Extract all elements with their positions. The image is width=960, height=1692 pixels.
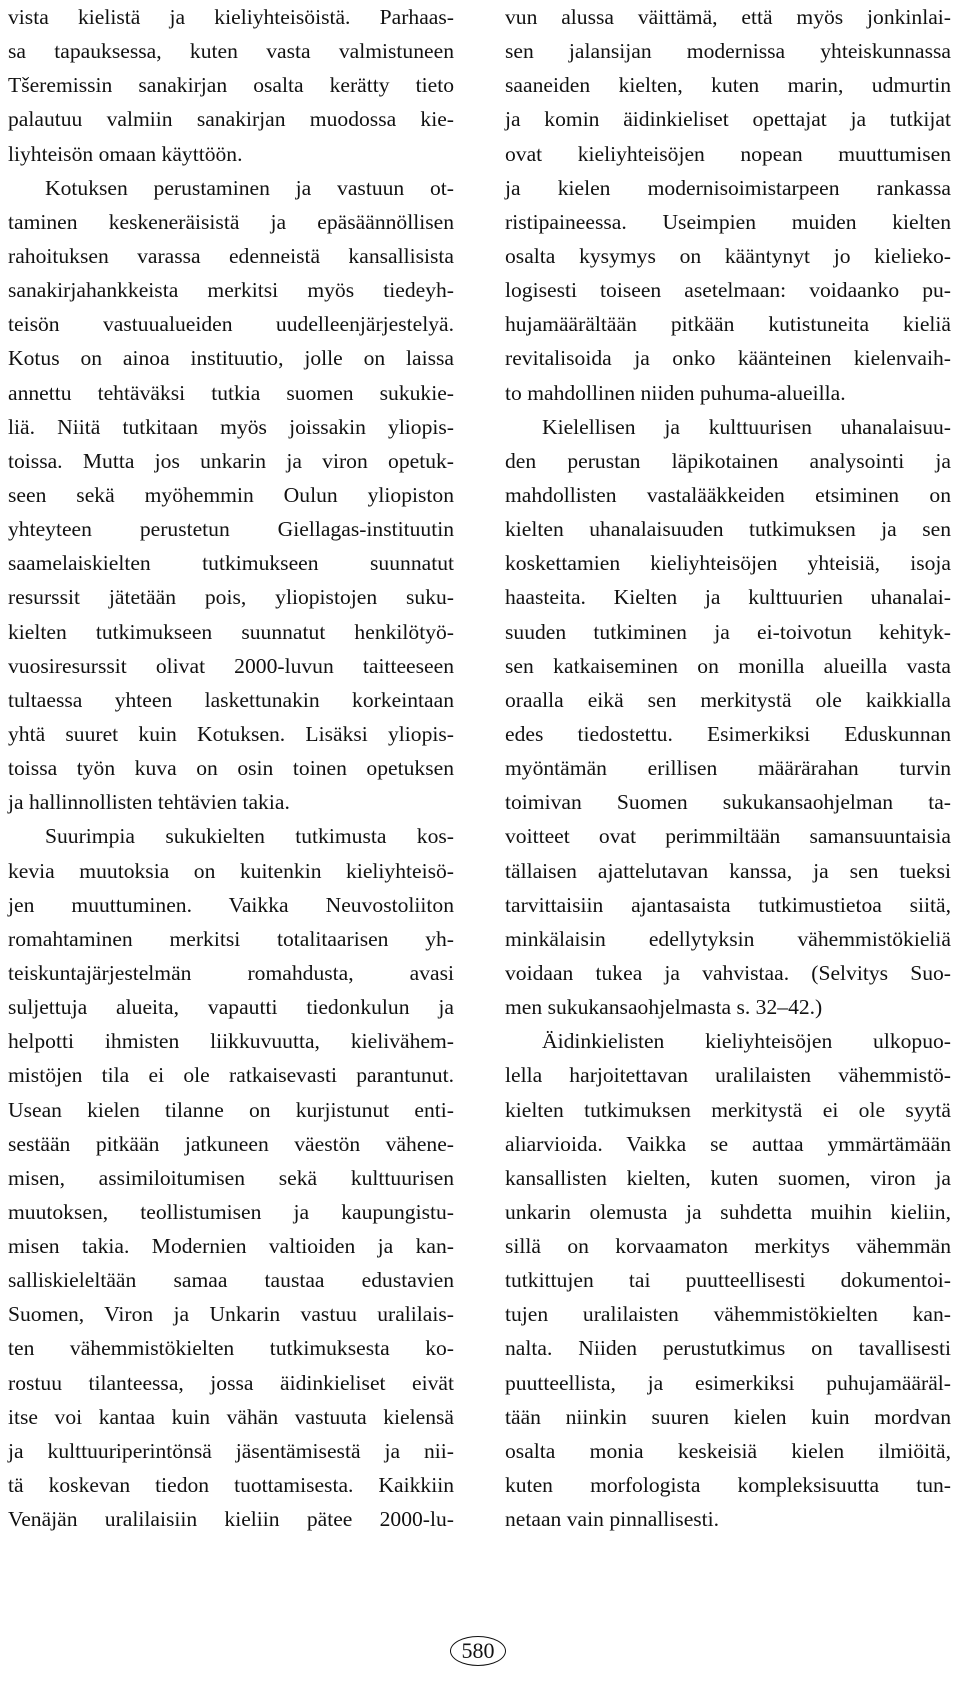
text-line: liä. Niitä tutkitaan myös joissakin yliopis-	[8, 414, 454, 439]
text-line: ja kulttuuriperintönsä jäsentämisestä ja nii-	[8, 1438, 454, 1463]
text-line: koskettamien kieliyhteisöjen yhteisiä, isoja	[505, 551, 951, 576]
text-line: tultaessa yhteen laskettunakin korkeintaan	[8, 687, 454, 712]
text-line: mahdollisten vastalääkkeiden etsiminen on	[505, 482, 951, 507]
text-line: toimivan Suomen sukukansaohjelman ta-	[505, 790, 951, 815]
text-line: seen sekä myöhemmin Oulun yliopiston	[8, 482, 454, 507]
text-line: lella harjoitettavan uralilaisten vähemmistö-	[505, 1063, 951, 1088]
text-line: vun alussa väittämä, että myös jonkinlai-	[505, 5, 951, 29]
text-line: rostuu tilanteessa, jossa äidinkieliset eivät	[8, 1370, 454, 1395]
text-line: tä koskevan tiedon tuottamisesta. Kaikkiin	[8, 1473, 454, 1498]
text-line: tujen uralilaisten vähemmistökielten kan-	[505, 1302, 951, 1327]
text-line: voitteet ovat perimmiltään samansuuntaisia	[505, 824, 951, 849]
text-line: teisön vastuualueiden uudelleenjärjestelyä.	[8, 312, 454, 337]
text-line: tutkittujen tai puutteellisesti dokumentoi-	[505, 1268, 951, 1293]
text-line: oraalla eikä sen merkitystä ole kaikkialla	[505, 687, 951, 712]
text-line: minkälaisin edellytyksin vähemmistökieliä	[505, 926, 951, 951]
left-text-column	[8, 0, 454, 1536]
text-line: ristipaineessa. Useimpien muiden kielten	[505, 209, 951, 234]
text-line: revitalisoida ja onko käänteinen kielenvaih-	[505, 346, 951, 371]
text-line: puutteellista, ja esimerkiksi puhujamääräl-	[505, 1370, 951, 1395]
text-line: Venäjän uralilaisiin kieliin pätee 2000-lu-	[8, 1507, 454, 1532]
text-line: netaan vain pinnallisesti.	[505, 1507, 720, 1532]
text-line: yhtä suuret kuin Kotuksen. Lisäksi yliopis-	[8, 721, 454, 746]
text-line: palautuu valmiin sanakirjan muodossa kie-	[8, 107, 454, 132]
text-line: sestään pitkään jatkuneen väestön vähene-	[8, 1131, 454, 1156]
text-line: saamelaiskielten tutkimukseen suunnatut	[8, 551, 454, 576]
text-line: Kotuksen perustaminen ja vastuun ot-	[45, 175, 454, 200]
text-line: taminen keskeneräisistä ja epäsäännöllisen	[8, 209, 454, 234]
text-line: toissa työn kuva on osin toinen opetuksen	[8, 756, 454, 781]
text-line: Kielellisen ja kulttuurisen uhanalaisuu-	[542, 414, 951, 439]
text-line: Suomen, Viron ja Unkarin vastuu uralilais-	[8, 1302, 454, 1327]
text-line: liyhteisön omaan käyttöön.	[8, 141, 243, 166]
text-line: misen, assimiloitumisen sekä kulttuurisen	[8, 1165, 454, 1190]
text-line: haasteita. Kielten ja kulttuurien uhanalai-	[505, 585, 951, 610]
text-line: kansallisten kielten, kuten suomen, viron ja	[505, 1165, 951, 1190]
text-line: kielten uhanalaisuuden tutkimuksen ja sen	[505, 517, 951, 542]
text-line: vista kielistä ja kieliyhteisöistä. Parhaas-	[8, 5, 454, 29]
text-line: Äidinkielisten kieliyhteisöjen ulkopuo-	[542, 1029, 951, 1054]
text-line: nalta. Niiden perustutkimus on tavallisesti	[505, 1336, 951, 1361]
text-line: vuosiresurssit olivat 2000-luvun taitteeseen	[8, 653, 454, 678]
text-line: aliarvioida. Vaikka se auttaa ymmärtämään	[505, 1131, 951, 1156]
text-line: sen jalansijan modernissa yhteiskunnassa	[505, 39, 951, 64]
text-line: ovat kieliyhteisöjen nopean muuttumisen	[505, 141, 951, 166]
text-line: muutoksen, teollistumisen ja kaupungistu-	[8, 1199, 454, 1224]
text-line: sa tapauksessa, kuten vasta valmistuneen	[8, 39, 454, 64]
text-line: yhteyteen perustetun Giellagas-instituutin	[8, 517, 454, 542]
text-line: osalta kysymys on kääntynyt jo kielieko-	[505, 243, 951, 268]
text-line: romahtaminen merkitsi totalitaarisen yh-	[8, 926, 454, 951]
text-line: resurssit jätetään pois, yliopistojen suku-	[8, 585, 454, 610]
text-line: ten vähemmistökielten tutkimuksesta ko-	[8, 1336, 454, 1361]
text-line: itse voi kantaa kuin vähän vastuuta kielensä	[8, 1404, 454, 1429]
text-line: tään niinkin suuren kielen kuin mordvan	[505, 1404, 951, 1429]
text-line: misen takia. Modernien valtioiden ja kan-	[8, 1234, 454, 1259]
text-line: Usean kielen tilanne on kurjistunut enti-	[8, 1097, 454, 1122]
text-line: kielten tutkimuksen merkitystä ei ole syytä	[505, 1097, 951, 1122]
text-line: Tšeremissin sanakirjan osalta kerätty tieto	[8, 73, 454, 98]
text-line: sen katkaiseminen on monilla alueilla vasta	[505, 653, 951, 678]
text-line: Suurimpia sukukielten tutkimusta kos-	[45, 824, 454, 849]
text-line: suljettuja alueita, vapautti tiedonkulun ja	[8, 995, 454, 1020]
right-text-column	[505, 0, 951, 1536]
text-line: sanakirjahankkeista merkitsi myös tiedeyh-	[8, 278, 454, 303]
text-line: salliskieleltään samaa taustaa edustavien	[8, 1268, 454, 1293]
text-line: toissa. Mutta jos unkarin ja viron opetuk-	[8, 448, 454, 473]
text-line: voidaan tukea ja vahvistaa. (Selvitys Suo-	[505, 960, 951, 985]
text-line: hujamäärältään pitkään kutistuneita kieliä	[505, 312, 951, 337]
text-line: den perustan läpikotainen analysointi ja	[505, 448, 951, 473]
text-line: Kotus on ainoa instituutio, jolle on laissa	[8, 346, 454, 371]
text-line: tällaisen ajattelutavan kanssa, ja sen tueksi	[505, 858, 951, 883]
text-line: men sukukansaohjelmasta s. 32–42.)	[505, 995, 823, 1020]
text-line: logisesti toiseen asetelmaan: voidaanko pu-	[505, 278, 951, 303]
text-line: ja kielen modernisoimistarpeen rankassa	[505, 175, 951, 200]
text-line: unkarin olemusta ja suhdetta muihin kieliin,	[505, 1199, 951, 1224]
text-line: sillä on korvaamaton merkitys vähemmän	[505, 1234, 951, 1259]
text-line: kuten morfologista kompleksisuutta tun-	[505, 1473, 951, 1498]
text-line: to mahdollinen niiden puhuma-alueilla.	[505, 380, 846, 405]
text-line: myöntämän erillisen määrärahan turvin	[505, 756, 951, 781]
text-line: edes tiedostettu. Esimerkiksi Eduskunnan	[505, 721, 951, 746]
text-line: mistöjen tila ei ole ratkaisevasti parantunut.	[8, 1063, 454, 1088]
page-number: 580	[450, 1636, 506, 1666]
text-line: osalta monia keskeisiä kielen ilmiöitä,	[505, 1438, 951, 1463]
text-line: annettu tehtäväksi tutkia suomen sukukie-	[8, 380, 454, 405]
text-line: kielten tutkimukseen suunnatut henkilötyö-	[8, 619, 454, 644]
text-line: ja komin äidinkieliset opettajat ja tutkijat	[505, 107, 951, 132]
text-line: jen muuttuminen. Vaikka Neuvostoliiton	[8, 892, 454, 917]
text-line: suuden tutkiminen ja ei-toivotun kehityk-	[505, 619, 951, 644]
text-line: ja hallinnollisten tehtävien takia.	[8, 790, 290, 815]
text-line: helpotti ihmisten liikkuvuutta, kielivähem-	[8, 1029, 454, 1054]
text-line: kevia muutoksia on kuitenkin kieliyhteisö-	[8, 858, 454, 883]
text-line: tarvittaisiin ajantasaista tutkimustietoa siitä,	[505, 892, 951, 917]
text-line: teiskuntajärjestelmän romahdusta, avasi	[8, 960, 454, 985]
text-line: saaneiden kielten, kuten marin, udmurtin	[505, 73, 951, 98]
text-line: rahoituksen varassa edenneistä kansallisista	[8, 243, 454, 268]
